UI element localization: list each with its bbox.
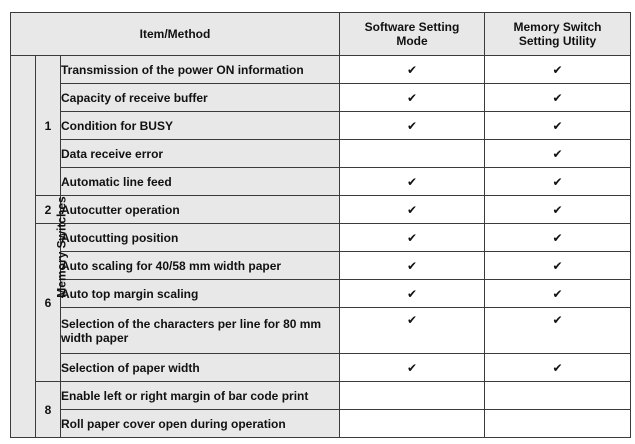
switch-number-2: 2 bbox=[36, 196, 61, 224]
table-row bbox=[11, 196, 631, 224]
table-row bbox=[11, 140, 631, 168]
row-item: Roll paper cover open during operation bbox=[61, 410, 340, 438]
check-icon: ✔ bbox=[485, 84, 631, 112]
row-item: Automatic line feed bbox=[61, 168, 340, 196]
check-icon: ✔ bbox=[485, 354, 631, 382]
row-item: Autocutter operation bbox=[61, 196, 340, 224]
table-row bbox=[11, 224, 631, 252]
row-item: Auto scaling for 40/58 mm width paper bbox=[61, 252, 340, 280]
table-row bbox=[11, 280, 631, 308]
row-item: Selection of paper width bbox=[61, 354, 340, 382]
header-software-line2: Mode bbox=[396, 34, 428, 48]
check-icon: ✔ bbox=[485, 196, 631, 224]
group-label: Memory Switches bbox=[54, 195, 69, 298]
table-row bbox=[11, 410, 631, 438]
table-row bbox=[11, 382, 631, 410]
header-memory-switch-utility bbox=[485, 13, 631, 56]
switch-number-1: 1 bbox=[36, 56, 61, 196]
table-row bbox=[11, 354, 631, 382]
switch-number-6: 6 bbox=[36, 224, 61, 382]
header-utility-line1: Memory Switch bbox=[513, 20, 602, 34]
row-item: Auto top margin scaling bbox=[61, 280, 340, 308]
row-item: Selection of the characters per line for 80 mm width paper bbox=[61, 308, 340, 354]
check-icon: ✔ bbox=[340, 354, 485, 382]
check-icon: ✔ bbox=[485, 168, 631, 196]
table-row bbox=[11, 308, 631, 354]
check-icon: ✔ bbox=[485, 252, 631, 280]
switch-number-8: 8 bbox=[36, 382, 61, 438]
check-icon: ✔ bbox=[340, 56, 485, 84]
table-row bbox=[11, 112, 631, 140]
check-icon: ✔ bbox=[340, 112, 485, 140]
row-item: Capacity of receive buffer bbox=[61, 84, 340, 112]
header-utility-line2: Setting Utility bbox=[518, 34, 597, 48]
check-icon: ✔ bbox=[340, 84, 485, 112]
check-icon bbox=[340, 410, 485, 438]
table-row bbox=[11, 84, 631, 112]
check-icon: ✔ bbox=[485, 280, 631, 308]
check-icon: ✔ bbox=[340, 168, 485, 196]
row-item: Autocutting position bbox=[61, 224, 340, 252]
check-icon: ✔ bbox=[340, 308, 485, 354]
header-software-setting-mode bbox=[340, 13, 485, 56]
header-software-line1: Software Setting bbox=[364, 20, 460, 34]
row-item: Enable left or right margin of bar code print bbox=[61, 382, 340, 410]
check-icon: ✔ bbox=[340, 280, 485, 308]
check-icon: ✔ bbox=[485, 224, 631, 252]
row-item: Data receive error bbox=[61, 140, 340, 168]
table-row bbox=[11, 168, 631, 196]
check-icon bbox=[340, 382, 485, 410]
check-icon bbox=[485, 410, 631, 438]
table-row bbox=[11, 252, 631, 280]
check-icon: ✔ bbox=[340, 224, 485, 252]
memory-switch-table bbox=[10, 12, 631, 438]
check-icon: ✔ bbox=[485, 112, 631, 140]
check-icon bbox=[340, 140, 485, 168]
row-item: Transmission of the power ON information bbox=[61, 56, 340, 84]
check-icon: ✔ bbox=[485, 140, 631, 168]
group-memory-switches bbox=[11, 56, 69, 438]
check-icon: ✔ bbox=[340, 196, 485, 224]
row-item: Condition for BUSY bbox=[61, 112, 340, 140]
table-row bbox=[11, 56, 631, 84]
check-icon: ✔ bbox=[340, 252, 485, 280]
header-item-method: Item/Method bbox=[11, 13, 340, 56]
check-icon: ✔ bbox=[485, 56, 631, 84]
check-icon: ✔ bbox=[485, 308, 631, 354]
check-icon bbox=[485, 382, 631, 410]
